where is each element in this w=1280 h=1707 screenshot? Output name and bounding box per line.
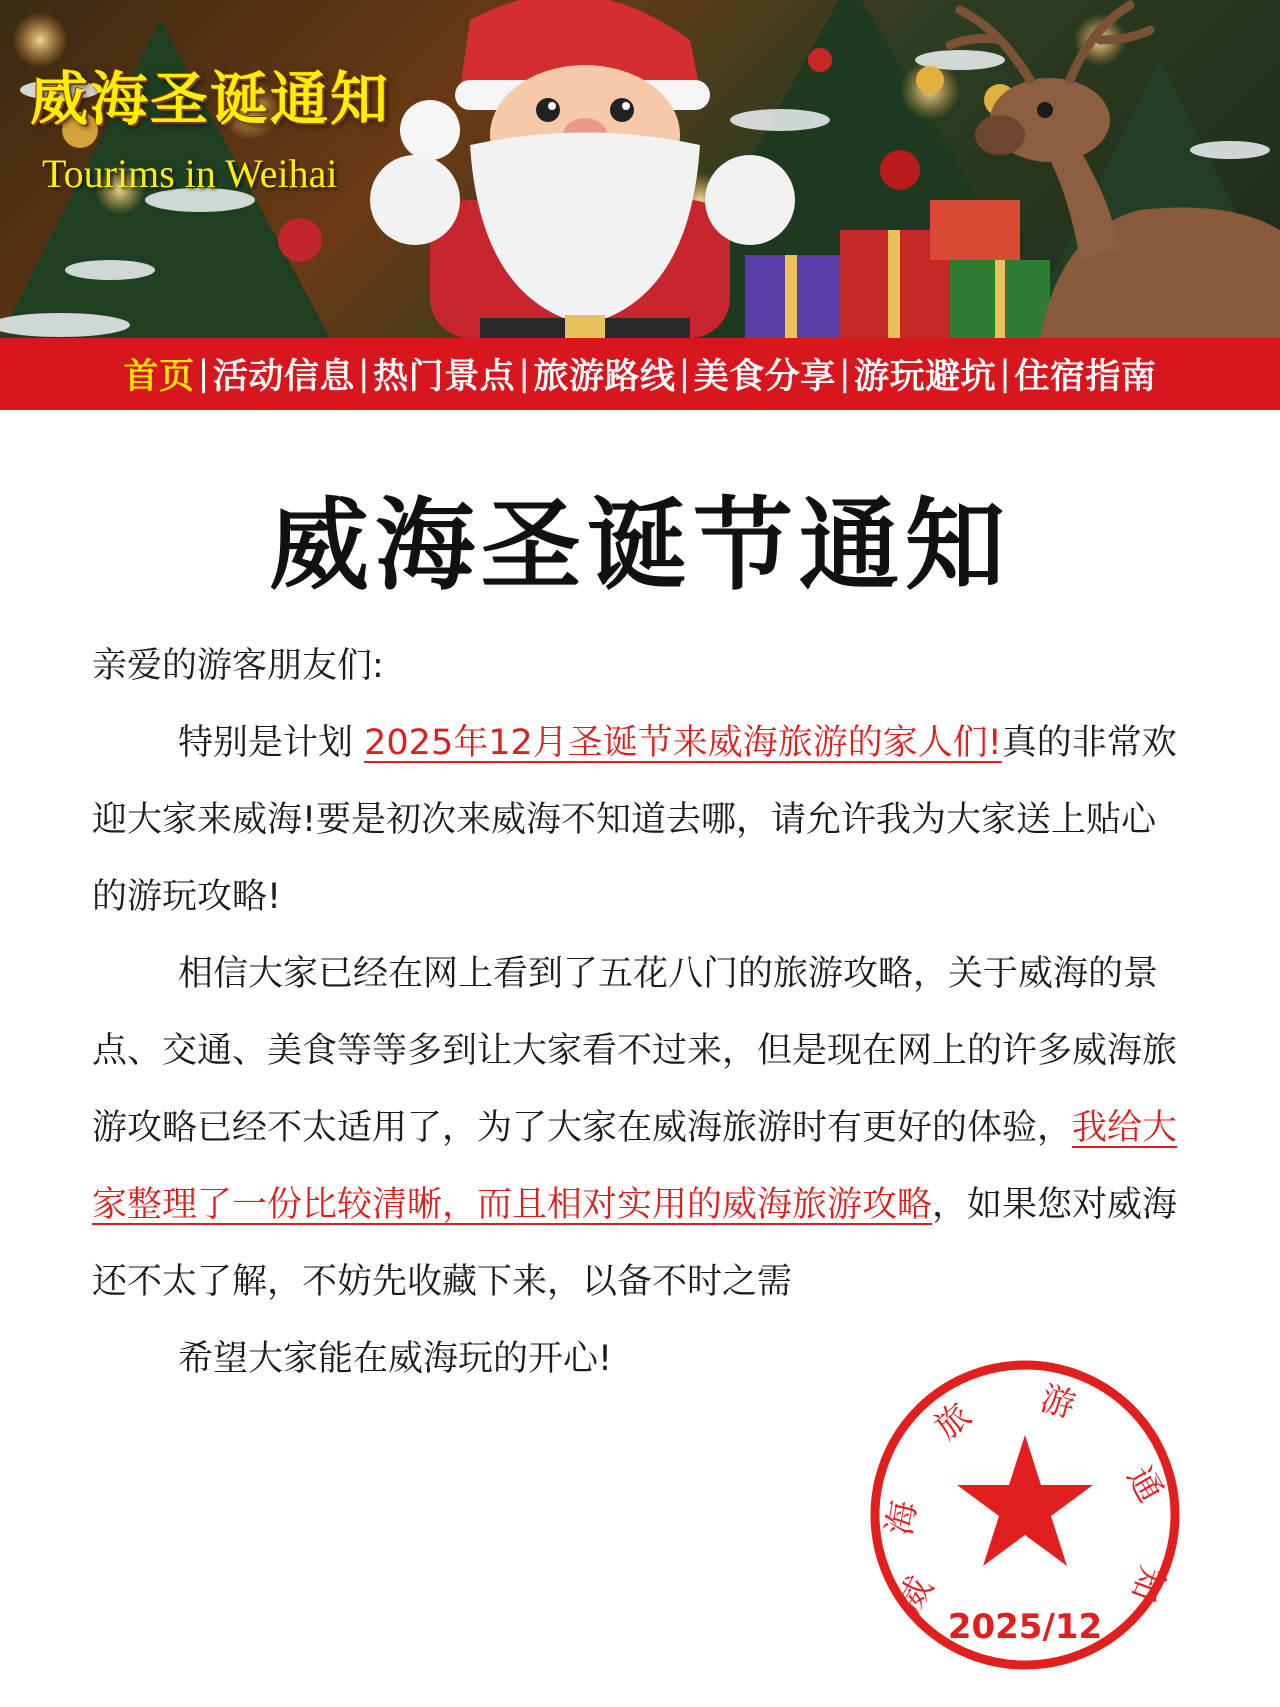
main-nav bbox=[0, 338, 1280, 410]
nav-item-routes[interactable]: 旅游路线 bbox=[533, 357, 676, 397]
nav-separator: | bbox=[838, 354, 852, 394]
banner-title: 威海圣诞通知 bbox=[30, 65, 391, 133]
seal-char: 游 bbox=[1036, 1378, 1080, 1427]
nav-item-lodging[interactable]: 住宿指南 bbox=[1014, 357, 1157, 397]
nav-separator: | bbox=[357, 354, 371, 394]
p1-highlight: 2025年12月圣诞节来威海旅游的家人们! bbox=[364, 723, 1002, 763]
nav-separator: | bbox=[999, 354, 1012, 394]
star-icon bbox=[957, 1435, 1093, 1566]
seal-char: 通 bbox=[1118, 1459, 1171, 1510]
nav-separator: | bbox=[678, 354, 691, 394]
official-seal bbox=[855, 1345, 1195, 1685]
nav-separator: | bbox=[197, 354, 210, 394]
banner-subtitle: Tourims in Weihai bbox=[42, 151, 338, 196]
p2-highlight: 我给大家整理了一份比较清晰，而且相对实用的威海旅游攻略 bbox=[92, 1108, 1178, 1225]
seal-char: 旅 bbox=[927, 1395, 979, 1448]
closing-line: 希望大家能在威海玩的开心! bbox=[178, 1339, 613, 1379]
notice-body bbox=[92, 628, 1182, 1398]
nav-item-attractions[interactable]: 热门景点 bbox=[373, 357, 516, 397]
nav-item-tips[interactable]: 游玩避坑 bbox=[854, 357, 997, 397]
paragraph-1 bbox=[92, 705, 1182, 936]
seal-char: 知 bbox=[1122, 1560, 1172, 1607]
seal-char: 海 bbox=[879, 1497, 925, 1539]
p2-lead: 相信大家已经在网上看到了五花八门的旅游攻略，关于威海的景点、交通、美食等等多到让大家看不过来，但是现在网上的许多威海旅游攻略已经不太适用了，为了大家在威海旅游时有更好的体验， bbox=[92, 954, 1178, 1148]
p1-rest: 真的非常欢迎大家来威海!要是初次来威海不知道去哪，请允许我为大家送上贴心的游玩攻略! bbox=[92, 723, 1177, 917]
seal-date: 2025/12 bbox=[947, 1607, 1103, 1647]
nav-separator: | bbox=[518, 354, 531, 394]
p2-rest: ，如果您对威海还不太了解，不妨先收藏下来，以备不时之需 bbox=[92, 1185, 1178, 1302]
paragraph-2 bbox=[92, 936, 1182, 1321]
greeting: 亲爱的游客朋友们: bbox=[92, 646, 384, 686]
nav-item-food[interactable]: 美食分享 bbox=[693, 357, 836, 397]
nav-item-events[interactable]: 活动信息 bbox=[212, 357, 355, 397]
header-banner bbox=[0, 0, 1280, 338]
p1-lead: 特别是计划 bbox=[178, 723, 365, 763]
page-title: 威海圣诞节通知 bbox=[269, 487, 1011, 604]
seal-char: 威 bbox=[889, 1569, 942, 1620]
nav-item-home[interactable]: 首页 bbox=[123, 357, 195, 397]
